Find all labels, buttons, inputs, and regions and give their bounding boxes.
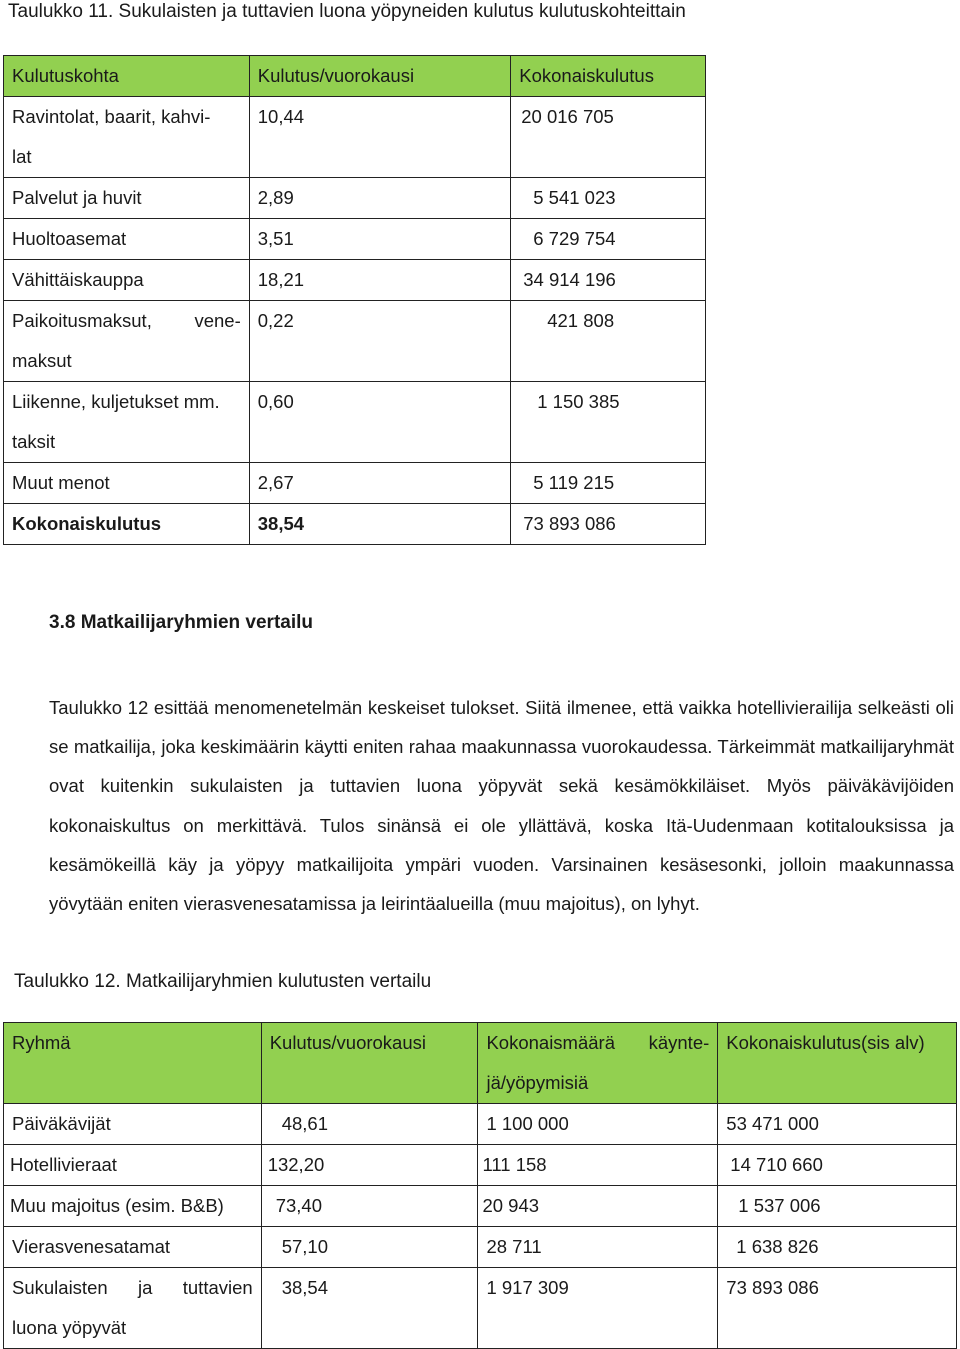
row-total: 14 710 660	[730, 1154, 823, 1175]
table-row	[4, 463, 706, 504]
row-total: 5 541 023	[533, 187, 616, 208]
row-per-day: 132,20	[267, 1154, 325, 1175]
table-row	[4, 260, 706, 301]
table12	[3, 1022, 957, 1349]
row-group: Sukulaisten ja tuttavien luona yöpyvät	[12, 1277, 253, 1338]
row-per-day: 73,40	[275, 1195, 322, 1216]
row-item: Huoltoasemat	[12, 228, 127, 249]
row-group: Päiväkävijät	[12, 1113, 111, 1134]
row-item: Paikoitusmaksut, vene- maksut	[12, 310, 241, 371]
row-total: 20 016 705	[521, 106, 614, 127]
header-kokonaiskulutus: Kokonaiskulutus(sis alv)	[726, 1032, 925, 1053]
row-per-day: 48,61	[281, 1113, 328, 1134]
table-row	[4, 1227, 957, 1268]
row-item: Liikenne, kuljetukset mm. taksit	[12, 391, 220, 452]
header-kulutus-vuorokausi: Kulutus/vuorokausi	[257, 65, 415, 86]
row-per-day: 0,60	[257, 391, 294, 412]
header-kokonaiskulutus: Kokonaiskulutus	[519, 65, 654, 86]
row-per-day: 2,89	[257, 187, 294, 208]
table-row	[4, 1104, 957, 1145]
row-total: 421 808	[547, 310, 615, 331]
row-count: 28 711	[486, 1236, 542, 1257]
table11	[3, 55, 706, 545]
row-count: 20 943	[482, 1195, 540, 1216]
row-total: 1 150 385	[537, 391, 620, 412]
row-item: Muut menot	[12, 472, 110, 493]
row-count: 111 158	[482, 1154, 547, 1175]
row-item: Kokonaiskulutus	[12, 513, 162, 534]
header-kulutus-vuorokausi: Kulutus/vuorokausi	[269, 1032, 426, 1053]
row-per-day: 18,21	[257, 269, 305, 290]
row-total: 73 893 086	[726, 1277, 819, 1298]
row-per-day: 57,10	[281, 1236, 328, 1257]
row-group: Vierasvenesatamat	[12, 1236, 171, 1257]
table-row	[4, 1186, 957, 1227]
row-per-day: 38,54	[281, 1277, 328, 1298]
row-per-day: 38,54	[257, 513, 305, 534]
header-ryhma: Ryhmä	[12, 1032, 71, 1053]
row-total: 53 471 000	[726, 1113, 819, 1134]
table11-caption: Taulukko 11. Sukulaisten ja tuttavien luona yöpyneiden kulutus kulutuskohteittain	[8, 1, 686, 22]
row-per-day: 2,67	[257, 472, 294, 493]
row-item: Ravintolat, baarit, kahvi- lat	[12, 106, 211, 167]
table12-caption: Taulukko 12. Matkailijaryhmien kulutusten vertailu	[14, 971, 432, 992]
table-row	[4, 1145, 957, 1186]
row-item: Palvelut ja huvit	[12, 187, 142, 208]
row-per-day: 3,51	[257, 228, 294, 249]
table-row	[4, 301, 706, 382]
row-group: Hotellivieraat	[10, 1154, 117, 1175]
row-total: 34 914 196	[523, 269, 616, 290]
row-group: Muu majoitus (esim. B&B)	[10, 1195, 224, 1216]
table-row	[4, 1268, 957, 1349]
table-row	[4, 504, 706, 545]
table-header-row	[4, 1023, 957, 1104]
table-row	[4, 178, 706, 219]
row-count: 1 917 309	[486, 1277, 569, 1298]
table-row	[4, 382, 706, 463]
header-kokonaismaara: Kokonaismäärä käynte- jä/yöpymisiä	[486, 1032, 710, 1093]
row-total: 1 537 006	[738, 1195, 821, 1216]
table-header-row	[4, 56, 706, 97]
row-per-day: 10,44	[257, 106, 305, 127]
row-total: 6 729 754	[533, 228, 616, 249]
table-row	[4, 97, 706, 178]
row-item: Vähittäiskauppa	[12, 269, 144, 290]
row-total: 1 638 826	[736, 1236, 819, 1257]
header-kulutuskohta: Kulutuskohta	[12, 65, 119, 86]
table-row	[4, 219, 706, 260]
row-count: 1 100 000	[486, 1113, 569, 1134]
row-total: 73 893 086	[523, 513, 616, 534]
section-paragraph: Taulukko 12 esittää menomenetelmän keskeiset tulokset. Siitä ilmenee, että vaikka hotellivierailija selkeästi oli se matkailija, joka keskimäärin käytti eniten rahaa maakunnassa vuorokaudessa. Tärkeimmät matkailijaryhmät ovat kuitenkin sukulaisten ja tuttavien luona yöpyvät sekä kesämökkiläiset. Myös päiväkävijöiden kokonaiskultus on merkittävä. Tulos sinänsä ei ole yllättävä, koska Itä-Uudenmaan kotitalouksissa ja kesämökeillä käy ja yöpyy matkailijoita ympäri vuoden. Varsinainen kesäsesonki, jolloin maakunnassa yövytään eniten vierasvenesatamissa ja leirintäalueilla (muu majoitus), on lyhyt.	[49, 697, 954, 915]
section-heading: 3.8 Matkailijaryhmien vertailu	[49, 612, 314, 633]
row-total: 5 119 215	[533, 472, 615, 493]
row-per-day: 0,22	[257, 310, 294, 331]
